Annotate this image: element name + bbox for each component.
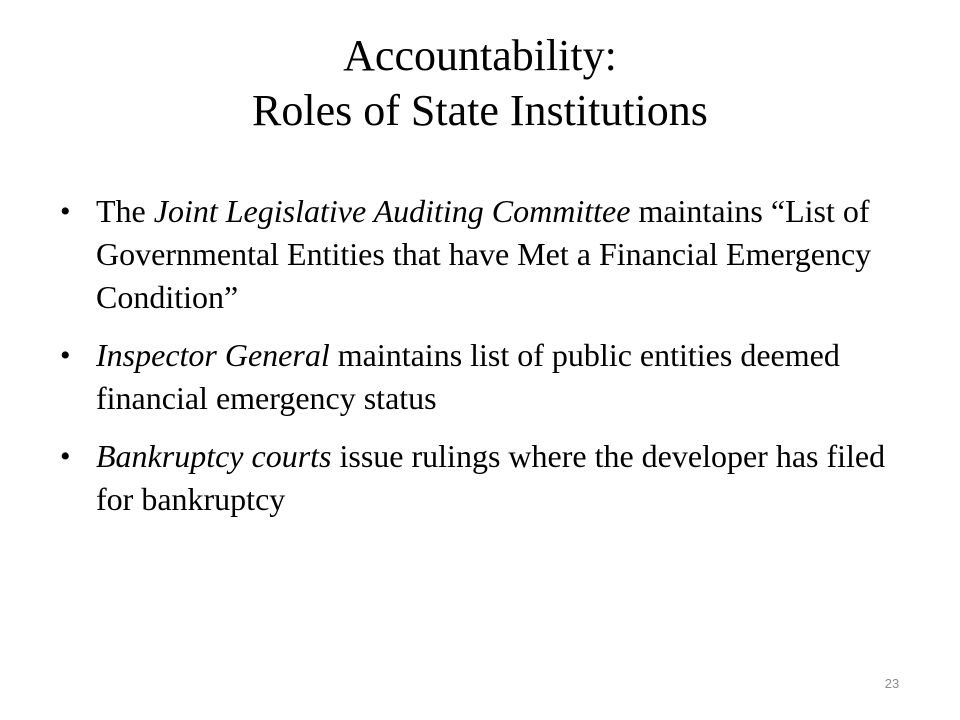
page-number: 23 — [884, 676, 900, 691]
bullet-text-post: issue rulings where the developer has filed for bankruptcy — [96, 438, 886, 517]
bullet-text-pre: The — [96, 193, 154, 229]
bullet-text-emphasis: Joint Legislative Auditing Committee — [153, 193, 631, 229]
bullet-text-post: maintains “List of Governmental Entities that have Met a Financial Emergency Condition” — [96, 193, 872, 315]
title-line-2: Roles of State Institutions — [252, 86, 708, 135]
bullet-dot-icon: • — [60, 195, 71, 228]
bullet-item-bankruptcy-courts — [60, 435, 920, 521]
bullet-text-emphasis: Bankruptcy courts — [96, 438, 332, 474]
title-line-1: Accountability: — [343, 31, 617, 80]
bullet-item-inspector-general — [60, 334, 920, 420]
bullet-text-emphasis: Inspector General — [96, 337, 330, 373]
bullet-item-joint-committee — [60, 190, 920, 319]
slide-title — [0, 28, 960, 138]
bullet-dot-icon: • — [60, 440, 71, 473]
bullet-list — [60, 190, 920, 536]
bullet-text-post: maintains list of public entities deemed financial emergency status — [96, 337, 840, 416]
bullet-dot-icon: • — [60, 339, 71, 372]
